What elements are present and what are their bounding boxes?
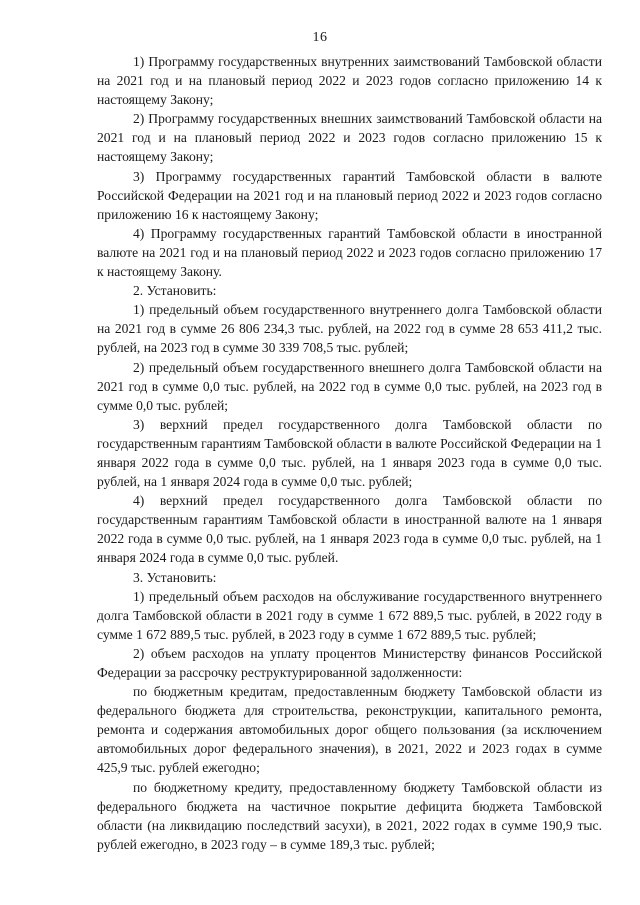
paragraph-interest-expenses: 2) объем расходов на уплату процентов Министерству финансов Российской Федерации за рассрочку реструктурированной задолженности: [97, 645, 602, 680]
paragraph-program-guarantees-rub: 3) Программу государственных гарантий Тамбовской области в валюте Российской Федерации на 2021 год и на плановый период 2022 и 2023 годов согласно приложению 16 к настоящему Закону; [97, 168, 602, 222]
paragraph-upper-limit-guarantees-rub: 3) верхний предел государственного долга Тамбовской области по государственным гарантиям Тамбовской области в валюте Российской Федерации на 1 января 2022 года в сумме 0,0 тыс. рублей, на 1 января 2023 года в сумме 0,0 тыс. рублей, на 1 января 2024 года в сумме 0,0 тыс. рублей; [97, 416, 602, 490]
paragraph-program-external-borrowings: 2) Программу государственных внешних заимствований Тамбовской области на 2021 год и на плановый период 2022 и 2023 годов согласно приложению 15 к настоящему Закону; [97, 111, 602, 165]
paragraph-upper-limit-guarantees-foreign: 4) верхний предел государственного долга Тамбовской области по государственным гарантиям Тамбовской области в иностранной валюте на 1 января 2022 года в сумме 0,0 тыс. рублей, на 1 января 2023 года в сумме 0,0 тыс. рублей, на 1 января 2024 года в сумме 0,0 тыс. рублей. [97, 493, 602, 566]
page-number: 16 [312, 30, 328, 45]
paragraph-program-guarantees-foreign: 4) Программу государственных гарантий Тамбовской области в иностранной валюте на 2021 год и на плановый период 2022 и 2023 годов согласно приложению 17 к настоящему Закону. [97, 225, 602, 280]
paragraph-program-internal-borrowings: 1) Программу государственных внутренних заимствований Тамбовской области на 2021 год и на плановый период 2022 и 2023 годов согласно приложению 14 к настоящему Закону; [97, 54, 602, 108]
section-heading-2: 2. Установить: [133, 283, 217, 299]
paragraph-drought-credit: по бюджетному кредиту, предоставленному бюджету Тамбовской области из федерального бюджета на частичное покрытие дефицита бюджета Тамбовской области (на ликвидацию последствий засухи), в 2021, 2022 годах в сумме 190,9 тыс. рублей ежегодно, в 2023 году – в сумме 189,3 тыс. рублей; [97, 779, 602, 852]
paragraph-internal-debt-limit: 1) предельный объем государственного внутреннего долга Тамбовской области на 2021 год в сумме 26 806 234,3 тыс. рублей, на 2022 год в сумме 28 653 411,2 тыс. рублей, на 2023 год в сумме 30 339 708,5 тыс. рублей; [97, 302, 602, 356]
paragraph-external-debt-limit: 2) предельный объем государственного внешнего долга Тамбовской области на 2021 год в сумме 0,0 тыс. рублей, на 2022 год в сумме 0,0 тыс. рублей, на 2023 год в сумме 0,0 тыс. рублей; [97, 359, 602, 413]
paragraph-road-credits: по бюджетным кредитам, предоставленным бюджету Тамбовской области из федерального бюджета для строительства, реконструкции, капитального ремонта, ремонта и содержания автомобильных дорог общего пользования (за исключением автомобильных дорог федерального значения), в 2021, 2022 и 2023 годах в сумме 425,9 тыс. рублей ежегодно; [97, 684, 602, 776]
section-heading-3: 3. Установить: [133, 569, 217, 585]
document-body [97, 52, 602, 854]
paragraph-debt-service-limit: 1) предельный объем расходов на обслуживание государственного внутреннего долга Тамбовской области в 2021 году в сумме 1 672 889,5 тыс. рублей, в 2022 году в сумме 1 672 889,5 тыс. рублей, в 2023 году в сумме 1 672 889,5 тыс. рублей; [97, 588, 602, 642]
